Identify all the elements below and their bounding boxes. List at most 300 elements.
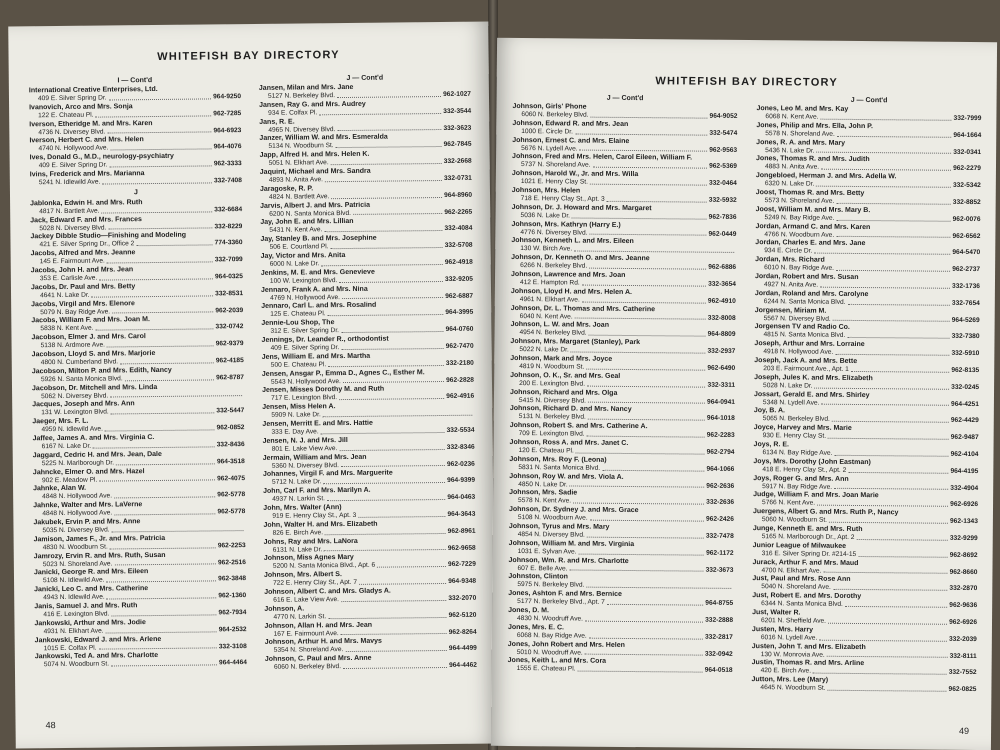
leader-dots [856,534,947,541]
entry-phone: 962-2516 [217,558,246,566]
leader-dots [353,209,442,216]
leader-dots [99,475,215,482]
leader-dots [339,276,443,283]
directory-entry [755,256,980,274]
directory-entry [35,651,247,669]
entry-address: 416 E. Lexington Blvd. [43,610,110,619]
leader-dots [136,240,212,247]
entry-address: 6201 N. Sheffield Ave. [760,617,827,625]
entry-address: 616 E. Lake View Ave. [273,596,340,604]
entry-address: 500 E. Chateau Pl. [270,360,327,369]
directory-entry [29,102,241,120]
leader-dots [341,461,445,468]
directory-entry [33,517,245,535]
entry-phone: 962-8660 [949,568,978,576]
directory-entry [34,567,246,585]
directory-entry [753,475,978,493]
entry-address: 5036 N. Lake Dr. [520,211,571,220]
directory-entry [260,150,472,168]
entry-name: Jack, Edward F. and Mrs. Frances [30,215,142,224]
entry-address: 5065 N. Berkeley Blvd. [762,415,830,424]
entry-address: 6131 N. Lake Dr. [272,545,323,554]
directory-entry [264,570,476,588]
directory-entry [510,355,735,373]
entry-name: Jacobson, Dr. Mitchell and Mrs. Linda [31,383,158,392]
entry-address: 6167 N. Lake Dr. [41,442,92,451]
entry-phone: 332-2039 [948,635,977,643]
entry-address: 4965 N. Diversey Blvd. [268,125,336,134]
entry-phone: 332-5534 [446,426,475,434]
entry-name: Johnson, Lawrence and Mrs. Joan [511,270,626,279]
entry-phone: 964-4195 [950,467,979,475]
entry-name: Johnson, Arthur H. and Mrs. Mavys [264,637,382,647]
entry-phone: 332-8436 [216,441,245,449]
leader-dots [828,433,949,440]
entry-phone: 332-0731 [443,174,472,182]
entry-phone: 964-0325 [214,273,243,281]
directory-entry [509,439,734,457]
entry-address: 4770 N. Larkin St. [273,612,327,621]
directory-entry [752,559,977,577]
entry-phone: 332-7478 [705,532,734,540]
directory-entry [30,198,242,216]
entry-address: 6060 N. Berkeley Blvd. [521,111,589,119]
entry-name: Jaragoske, R. P. [259,185,314,193]
leader-dots [336,141,442,148]
entry-address: 4854 N. Diversey Blvd. [517,530,585,539]
directory-entry [260,200,472,218]
directory-entry [512,204,737,222]
directory-entry [756,105,981,123]
leader-dots [114,559,216,566]
entry-name: Johnson, Dr. L. Thomas and Mrs. Catherine [510,304,656,313]
leader-dots [99,273,213,280]
entry-phone: 332-0464 [708,179,737,188]
entry-name: Jones, R. A. and Mrs. Mary [756,138,846,147]
directory-entry [512,153,737,171]
entry-phone: 962-5778 [217,508,246,516]
leader-dots [570,481,705,488]
directory-entry [752,643,977,661]
entry-phone: 964-3643 [447,510,476,518]
entry-address: 6000 N. Lake Dr. [269,260,320,268]
directory-entry [261,267,473,285]
entry-phone: 962-2265 [444,208,473,216]
entry-name: Jensen, N. J. and Mrs. Jill [262,436,348,445]
leader-dots [325,528,446,535]
entry-address: 122 E. Chateau Pl. [38,111,94,120]
entry-phone: 962-6887 [445,292,474,300]
entry-phone: 964-5470 [952,249,981,257]
entry-address: 418 E. Henry Clay St., Apt. 2 [762,465,847,474]
entry-phone: 962-4429 [950,417,979,425]
entry-name: Joys, Roger G. and Mrs. Ann [753,474,849,483]
entry-name: Johnson, Richard and Mrs. Olga [509,388,618,397]
entry-name: Johnson, O. K., Sr. and Mrs. Geal [510,371,621,380]
left-page [8,22,496,749]
leader-dots [91,290,213,297]
directory-entry [31,265,243,283]
entry-name: Justen, John T. and Mrs. Elizabeth [751,642,866,651]
entry-address: 4893 N. Anita Ave. [268,176,324,184]
directory-entry [753,542,978,560]
leader-dots [107,341,214,348]
right-page [491,38,997,750]
directory-entry [752,626,977,644]
leader-dots [337,125,441,132]
entry-name: Jensen, Ansgar P., Emma D., Agnes C., Esther M. [261,368,425,378]
leader-dots [814,248,950,255]
entry-phone: 962-3848 [218,575,247,583]
entry-name: Jordan, Roland and Mrs. Carolyne [754,289,869,298]
entry-line [30,177,242,187]
entry-name: Japp, Alfred H. and Mrs. Helen K. [259,150,370,160]
directory-entry [512,137,737,155]
entry-name: Jaquint, Michael and Mrs. Sandra [259,167,371,176]
entry-phone: 962-0825 [948,685,977,694]
entry-phone: 962-9379 [215,340,244,348]
leader-dots [580,145,708,152]
entry-phone: 962-0449 [708,230,737,238]
entry-phone: 332-3673 [705,566,734,574]
leader-dots [575,128,707,135]
entry-name: Joost, William M. and Mrs. Mary B. [755,205,871,214]
directory-entry [753,458,978,476]
directory-entry [262,402,474,420]
directory-entry [752,592,977,610]
entry-address: 4824 N. Bartlett Ave. [268,192,330,201]
entry-phone: 962-7836 [708,213,737,221]
entry-address: 4819 N. Woodburn St. [519,362,585,371]
entry-name: Jarvis, Albert J. and Mrs. Patricia [260,201,371,210]
entry-name: Jahnke, Walter and Mrs. LaVerne [33,501,143,510]
directory-entry [33,500,245,518]
leader-dots [828,685,947,692]
leader-dots [821,164,951,171]
entry-name: Jahnke, Alan W. [33,485,87,493]
directory-entry [509,540,734,558]
leader-dots [343,662,447,669]
entry-phone: 962-2426 [705,515,734,524]
directory-entry [261,301,473,319]
entry-address: 5543 N. Hollywood Ave. [270,377,341,386]
entry-name: Jakubek, Ervin P. and Mrs. Anne [33,518,141,527]
directory-entry [510,321,735,339]
directory-entry [753,525,978,543]
entry-address: 5134 N. Woodburn St. [268,142,334,151]
entry-address: 5354 N. Shoreland Ave. [273,646,344,655]
directory-entry [29,85,241,103]
entry-address: 5022 N. Lake Dr. [519,346,569,354]
entry-phone: 332-0942 [704,650,733,658]
directory-entry [509,506,734,524]
right-column-2 [751,96,981,695]
entry-name: Johnson, Ross A. and Mrs. Janet C. [509,438,629,447]
entry-address: 902 E. Meadow Pl. [41,476,98,484]
entry-name: Jones, Mrs. E. C. [507,623,565,632]
entry-phone: 332-3654 [708,280,736,288]
directory-entry [755,290,980,308]
section-header: I — Cont'd [117,77,153,85]
leader-dots [586,364,705,371]
directory-entry [34,601,246,619]
leader-dots [341,343,444,350]
entry-address: 5909 N. Lake Dr. [271,411,321,419]
directory-entry [511,288,736,306]
section-header: J — Cont'd [346,74,384,82]
entry-name: Jennings, Dr. Leander R., orthodontist [261,335,389,344]
leader-dots [111,609,216,616]
leader-dots [101,206,212,213]
leader-dots [328,309,444,316]
entry-name: Joys, Mrs. Dorothy (John Eastman) [753,457,871,466]
leader-dots [108,223,212,230]
entry-name: Junior League of Milwaukee [752,541,847,550]
directory-entry [261,251,473,269]
entry-phone: 332-7380 [951,333,980,341]
entry-address: 4848 N. Hollywood Ave. [42,509,113,518]
leader-dots [816,181,951,188]
entry-address: 5108 N. Woodburn Ave. [517,514,588,522]
entry-address: 200 E. Lexington Blvd. [519,379,586,388]
entry-phone: 962-6926 [950,501,979,509]
entry-phone: 962-2828 [446,376,474,384]
entry-name: Johnson, Lloyd H. and Mrs. Helen A. [510,287,633,296]
entry-name: Iverson, Etheridge M. and Mrs. Karen [29,119,153,128]
entry-name: Johnson, Fred and Mrs. Helen, Carol Eileen, William F. [512,153,693,162]
entry-phone: 962-1027 [443,90,472,98]
directory-entry [510,405,735,423]
leader-dots [836,231,950,238]
entry-address: 5108 N. Idlewild Ave. [43,576,105,585]
letter-header: J [133,188,138,197]
leader-dots [586,582,731,589]
directory-entry [30,169,242,187]
entry-name: Jossart, Gerald E. and Mrs. Shirley [753,390,870,399]
entry-phone: 774-3360 [214,239,243,247]
entry-phone: 962-6562 [952,232,981,240]
directory-entry [260,167,472,185]
leader-dots [319,108,441,115]
directory-entry [508,640,733,658]
entry-address: 4961 N. Elkhart Ave. [519,295,580,304]
entry-name: Johnson, Kenneth L. and Mrs. Eileen [511,237,634,246]
entry-phone: 332-5342 [952,182,981,190]
entry-name: Jacobs, John H. and Mrs. Jean [30,266,134,275]
leader-dots [848,299,950,306]
leader-dots [341,595,446,602]
entry-name: Jurack, Arthur F. and Mrs. Maud [752,558,859,567]
directory-entry [265,654,477,672]
directory-entry [756,189,981,207]
directory-entry [752,609,977,627]
leader-dots [95,110,211,117]
entry-phone: 962-4916 [446,393,475,401]
directory-entry [34,584,246,602]
directory-entry [262,368,474,386]
directory-entry [509,489,734,507]
entry-name: Jongebloed, Herman J. and Mrs. Adella W. [755,172,897,181]
entry-phone: 964-4076 [213,143,242,151]
entry-address: 5138 N. Ardmore Ave. [40,341,106,350]
entry-address: 5737 N. Shoreland Ave. [520,161,591,170]
leader-dots [589,263,706,270]
directory-entry [754,424,979,442]
directory-entry [512,187,737,205]
directory-entry [510,389,735,407]
entry-phone: 332-8531 [215,289,244,298]
leader-dots [582,280,706,287]
entry-name: Johnson, Mrs. Roy F. (Leona) [509,455,607,464]
directory-entry [752,659,977,677]
entry-address: 934 E. Circle Dr. [764,247,813,255]
entry-phone: 964-0760 [445,325,474,334]
leader-dots [833,315,950,322]
leader-dots [114,492,215,499]
directory-entry [511,221,736,239]
entry-address: 5578 N. Kent Ave. [518,497,572,505]
entry-phone: 962-8961 [447,527,476,535]
entry-address: 5028 N. Diversey Blvd. [39,224,107,232]
entry-phone: 964-6923 [213,126,242,134]
entry-address: 1000 E. Circle Dr. [521,127,573,136]
leader-dots [572,212,707,219]
leader-dots [578,666,703,673]
entry-name: Jamison, James F., Jr. and Mrs. Patricia [33,534,166,544]
entry-address: 5127 N. Berkeley Blvd. [267,92,336,100]
leader-dots [834,450,948,457]
leader-dots [343,377,444,384]
entry-name: Jordan, Charles E. and Mrs. Jane [755,239,866,248]
left-column-1 [29,76,247,670]
entry-address: 5573 N. Shoreland Ave. [764,197,835,205]
entry-name: Jermain, William and Mrs. Jean [262,453,367,462]
leader-dots [108,93,211,100]
entry-name: Johnson, Dr. J. Howard and Mrs. Margaret [511,203,652,212]
entry-address: 6200 N. Santa Monica Blvd. [269,209,351,218]
directory-entry [511,237,736,255]
leader-dots [107,127,211,134]
leader-dots [98,643,216,650]
entry-name: Jankowski, Arthur and Mrs. Jodie [34,618,146,627]
directory-entry [510,422,735,440]
leader-dots [819,634,947,641]
entry-address: 5567 N. Diversey Blvd. [763,314,831,323]
directory-entry [511,254,736,272]
directory-entry [35,635,247,653]
leader-dots [813,668,947,675]
entry-address: 5831 N. Santa Monica Blvd. [518,463,601,472]
entry-address: 718 E. Henry Clay St., Apt. 3 [520,195,605,203]
entry-phone: 332-5474 [709,129,738,137]
entry-name: Jamrozy, Ervin R. and Mrs. Ruth, Susan [33,551,166,560]
directory-entry [260,183,472,201]
entry-name: Joseph, Jules K. and Mrs. Elizabeth [754,373,873,382]
entry-name: John, Mrs. Walter (Ann) [263,503,342,512]
leader-dots [837,131,952,138]
entry-phone: 962-9487 [950,433,979,442]
entry-address: 5200 N. Santa Monica Blvd., Apt. 6 [272,562,376,571]
entry-address: 5051 N. Elkhart Ave. [268,159,329,168]
entry-name: Joost, Thomas R. and Mrs. Betty [755,189,865,198]
entry-phone: 332-7099 [214,256,243,264]
directory-entry [264,603,476,621]
entry-phone: 332-4084 [444,225,473,233]
entry-phone: 964-8809 [707,331,736,339]
directory-entry [259,83,471,101]
entry-address: 4830 N. Woodburn St. [42,543,108,551]
leader-dots [851,366,950,373]
directory-entry [754,340,979,358]
entry-address: 130 W. Birch Ave. [520,245,573,253]
entry-phone: 962-9658 [447,544,476,552]
entry-address: 5023 N. Shoreland Ave. [42,559,113,568]
directory-entry [754,391,979,409]
leader-dots [827,651,948,658]
entry-name: Johnson, Roy W. and Mrs. Viola A. [509,472,624,481]
entry-phone: 332-2870 [949,585,978,593]
entry-name: Jones, Ashton F. and Mrs. Bernice [508,590,622,599]
entry-address: 4736 N. Diversey Blvd. [38,128,106,136]
directory-entry [754,407,979,425]
directory-entry [29,135,241,153]
directory-entry [753,491,978,509]
leader-dots [324,544,446,551]
leader-dots [847,332,949,339]
directory-entry [262,419,474,437]
entry-address: 4937 N. Larkin St. [272,495,326,503]
entry-line [265,662,477,672]
entry-name: Johnson, Richard D. and Mrs. Nancy [509,405,632,414]
entry-phone: 962-6886 [708,263,737,272]
entry-name: Jahncke, Elmer O. and Mrs. Hazel [32,467,145,476]
entry-phone: 332-0742 [215,323,244,331]
entry-phone: 332-0245 [951,383,980,391]
leader-dots [817,147,952,154]
directory-entry [508,590,733,608]
entry-phone: 964-9348 [448,577,477,586]
directory-entry [508,624,733,642]
directory-entry [512,120,737,138]
entry-phone: 332-7654 [951,299,980,307]
directory-entry [260,217,472,235]
entry-address: 6040 N. Kent Ave. [519,312,573,321]
entry-name: Johnson, Mark and Mrs. Joyce [510,354,613,363]
entry-name: Johnson, Wm. R. and Mrs. Charlotte [508,556,629,565]
entry-name: Jay, Victor and Mrs. Anita [260,251,346,260]
entry-name: Joseph, Jack A. and Mrs. Bette [754,357,858,365]
entry-name: Jacobs, Dr. Paul and Mrs. Betty [30,282,136,292]
entry-address: 100 W. Lexington Blvd. [269,276,338,285]
leader-dots [323,410,473,417]
entry-phone: 962-2283 [706,431,735,440]
entry-address: 5838 N. Kent Ave. [40,325,94,333]
entry-name: Jablonka, Edwin H. and Mrs. Ruth [30,198,143,208]
directory-entry [508,607,733,625]
entry-name: Jansen, Milan and Mrs. Jane [258,83,354,92]
leader-dots [323,477,445,484]
entry-phone: 332-8229 [214,222,243,230]
entry-phone: 962-2737 [952,265,981,274]
entry-phone: 962-4075 [217,474,246,482]
entry-address: 5010 N. Woodruff Ave. [516,648,583,657]
page-title: WHITEFISH BAY DIRECTORY [157,49,340,63]
directory-entry [264,620,476,638]
entry-address: 5062 N. Diversey Blvd. [41,392,109,400]
entry-name: Jaggard, Cedric H. and Mrs. Jean, Dale [32,450,162,460]
entry-address: 4883 N. Anita Ave. [764,163,820,172]
entry-address: 5074 N. Woodburn St. [43,660,110,669]
